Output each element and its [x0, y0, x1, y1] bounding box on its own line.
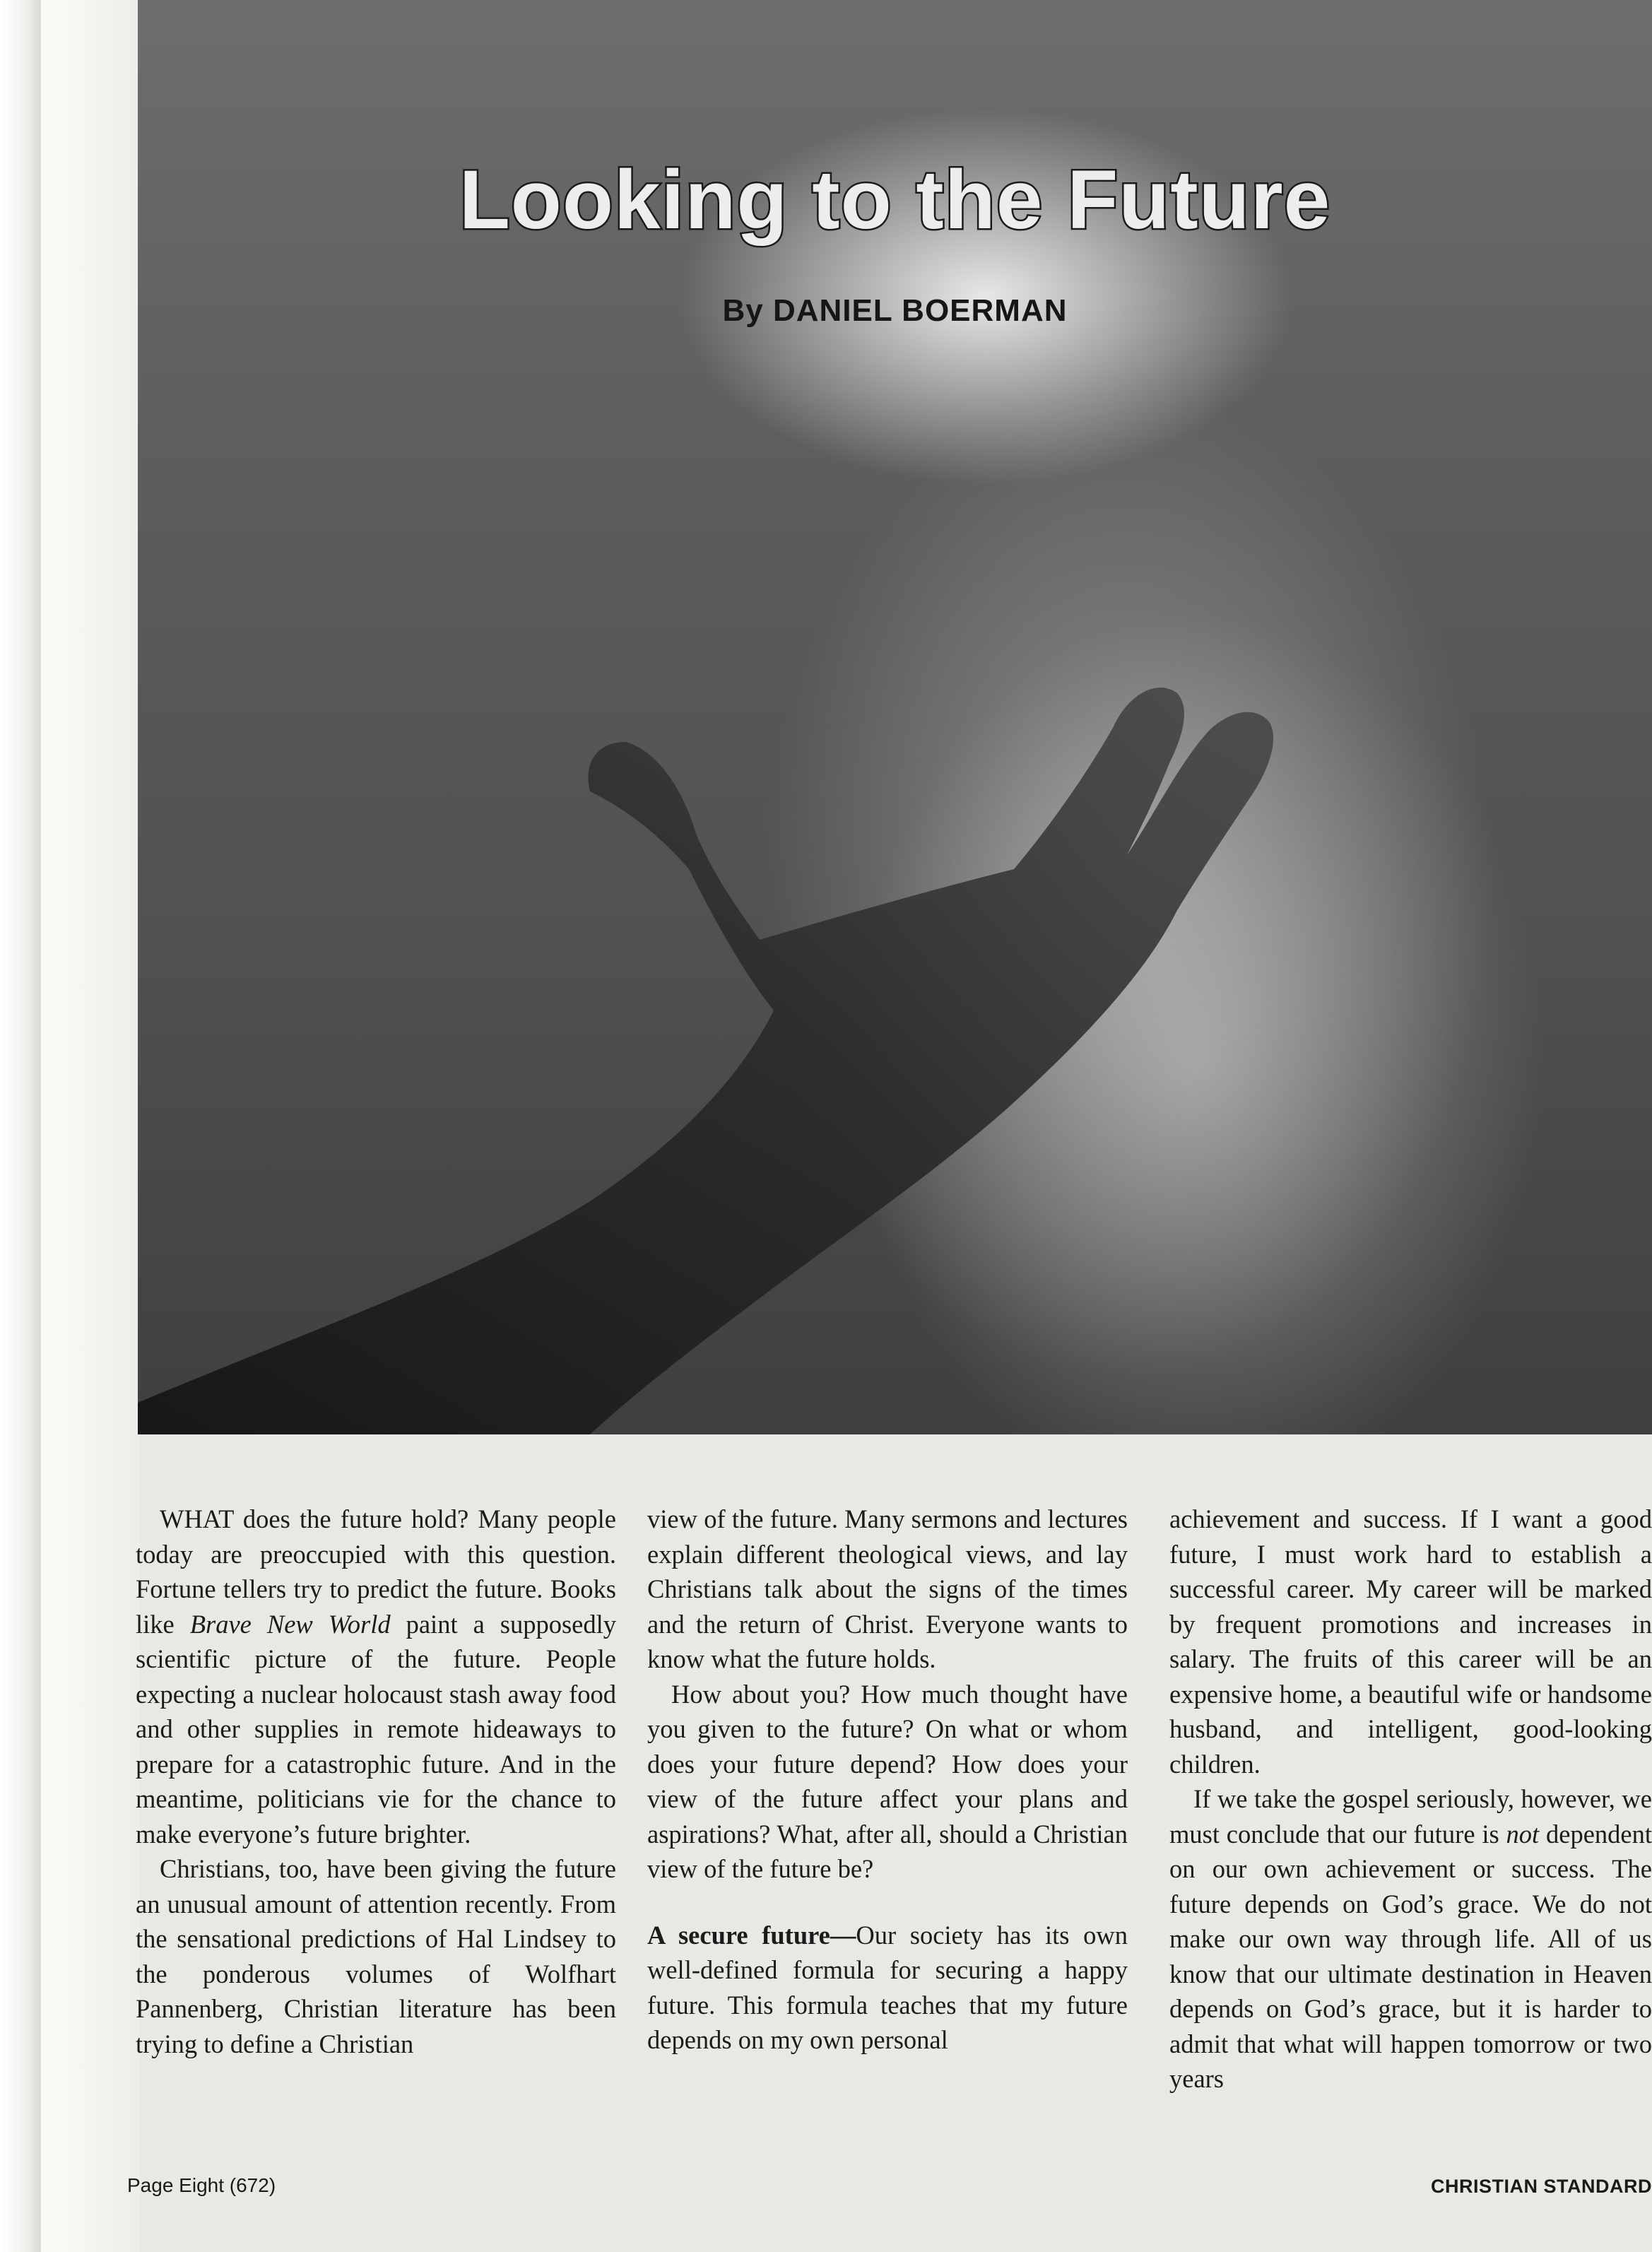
paragraph: How about you? How much thought have you given to the future? On what or whom does your future depend? How does your view of the future affect your plans and aspirations? What, after all, should a Christian view of the future be?	[647, 1679, 1128, 1883]
paragraph	[1169, 1781, 1652, 2097]
text-column-3	[1169, 1502, 1652, 2097]
publication-name: CHRISTIAN STANDARD	[1431, 2176, 1652, 2197]
paragraph: Christians, too, have been giving the future an unusual amount of attention recently. From the sensational predictions of Hal Lindsey to the ponderous volumes of Wolfhart Pannenberg, Christian literature has been trying to define a Christian	[136, 1854, 616, 2058]
paragraph: achievement and success. If I want a good future, I must work hard to establish a successful career. My career will be marked by frequent promotions and increases in salary. The fruits of this career will be an expensive home, a beautiful wife or handsome husband, and intelligent, good-looking children.	[1169, 1504, 1652, 1779]
book-title: Brave New World	[189, 1609, 391, 1639]
paragraph-text: WHAT does the future hold? Many people today are preoccupied with this question. Fortune tellers try to predict the future. Books like	[136, 1504, 616, 1639]
paragraph: view of the future. Many sermons and lectures explain different theological views, and lay Christians talk about the signs of the times and the return of Christ. Everyone wants to know what the future holds.	[647, 1504, 1128, 1673]
text-column-2	[647, 1502, 1128, 2058]
paragraph-text: If we take the gospel seriously, however, we must conclude that our future is	[1169, 1784, 1652, 1849]
article-title: Looking to the Future	[459, 153, 1331, 247]
section-heading: A secure future—	[647, 1920, 856, 1950]
paragraph-text: dependent on our own achievement or success. The future depends on God’s grace. We do not make our own way through life. All of us know that our ultimate destination in Heaven depends on God’s grace, but it is harder to admit that what will happen tomorrow or two years	[1169, 1819, 1652, 2093]
paragraph-text: Our society has its own well-defined formula for securing a happy future. This formula teaches that my future depends on my own personal	[647, 1920, 1128, 2054]
byline	[138, 293, 1652, 329]
hero-photo	[138, 0, 1652, 1434]
paragraph	[647, 1918, 1128, 2058]
paragraph-text: paint a supposedly scientific picture of the future. People expecting a nuclear holocaust stash away food and other supplies in remote hideaways to prepare for a catastrophic future. And in the meantime, politicians vie for the chance to make everyone’s future brighter.	[136, 1609, 616, 1849]
paragraph	[136, 1502, 616, 1851]
emphasis: not	[1506, 1819, 1540, 1849]
book-spine	[0, 0, 41, 2252]
byline-prefix: By	[722, 293, 764, 328]
page-margin	[41, 0, 140, 2252]
author-name: DANIEL BOERMAN	[772, 293, 1068, 328]
page-number: Page Eight (672)	[127, 2174, 276, 2196]
text-column-1	[136, 1502, 616, 2061]
